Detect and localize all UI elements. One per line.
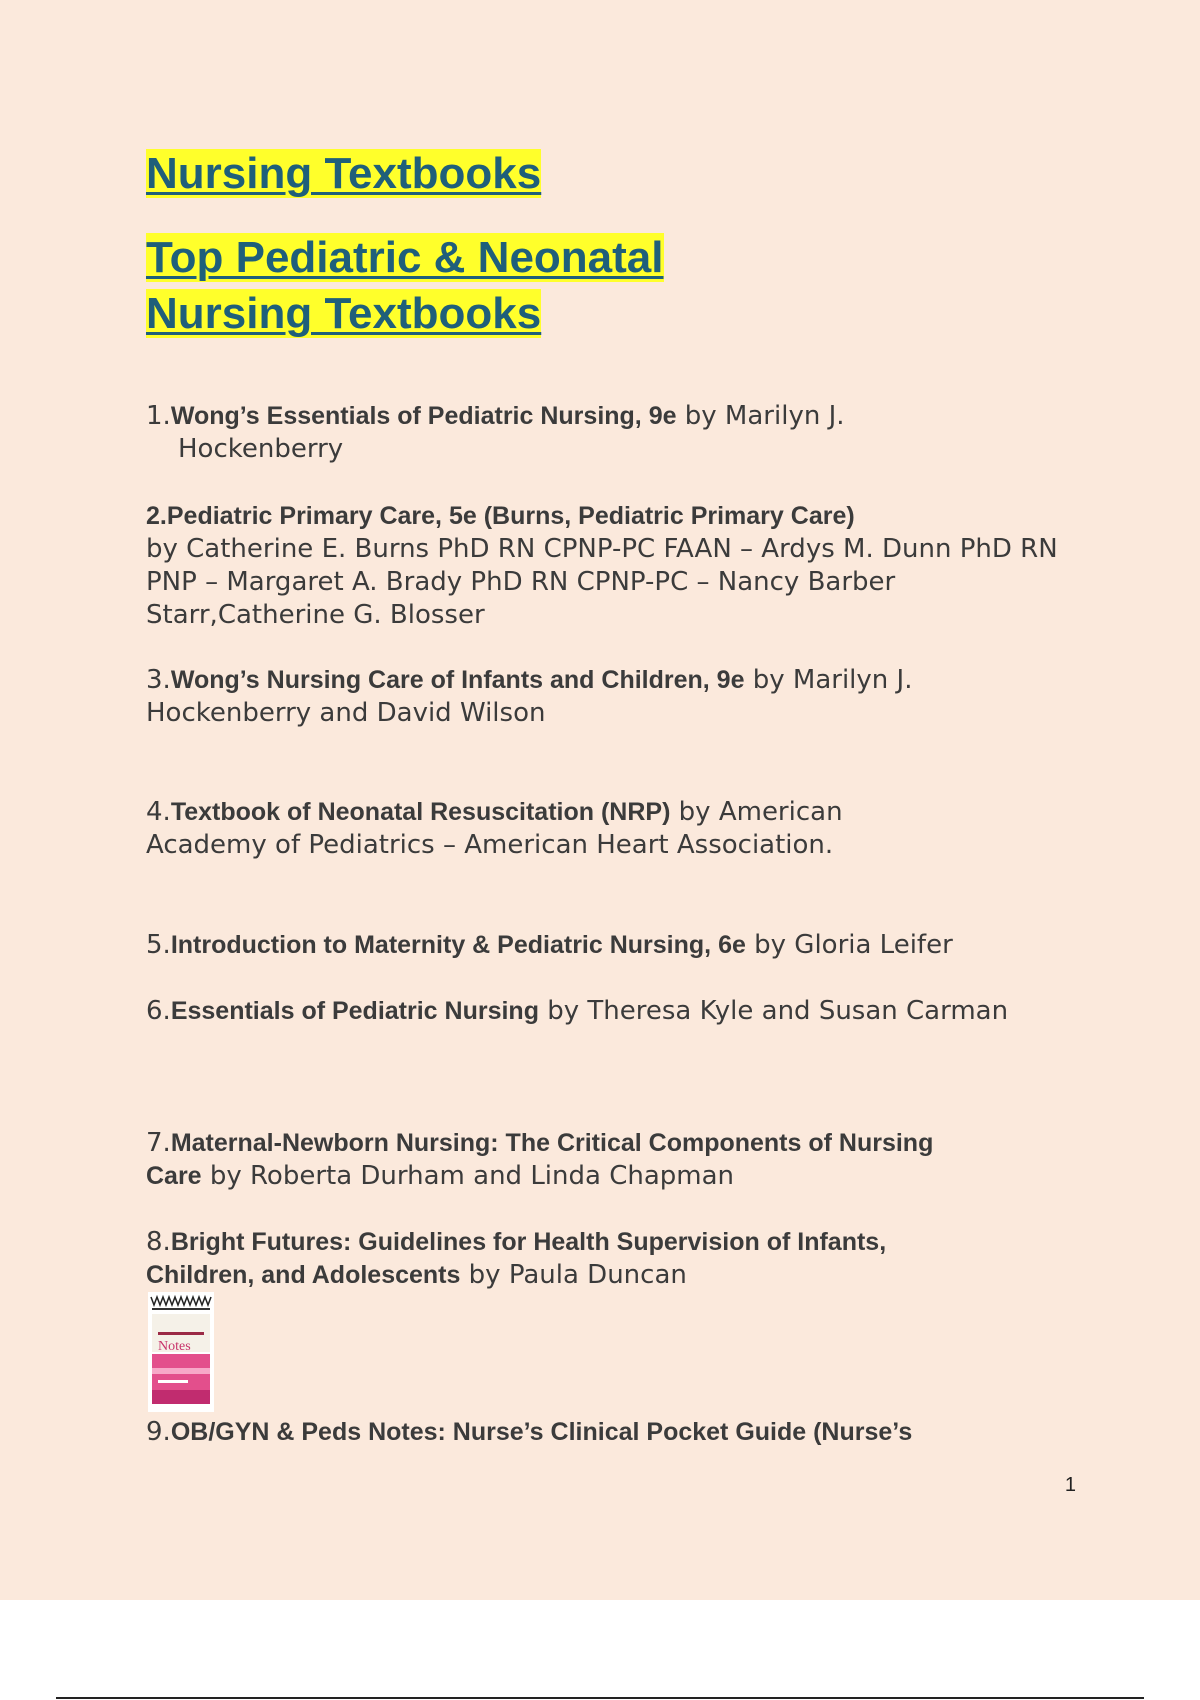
book-authors: by Marilyn J. Hockenberry and David Wilson (146, 665, 913, 728)
item-number: 6. (146, 996, 171, 1026)
item-number: 9. (146, 1417, 171, 1447)
book-authors: by Catherine E. Burns PhD RN CPNP-PC FAAN – Ardys M. Dunn PhD RN PNP – Margaret A. Brady PhD RN CPNP-PC – Nancy Barber Starr,Catherine G. Blosser (146, 534, 1058, 630)
list-item (146, 1226, 966, 1292)
section-title-link-line2[interactable]: Nursing Textbooks (146, 289, 542, 338)
book-title: Bright Futures: Guidelines for Health Supervision of Infants, Children, and Adolescents (146, 1228, 887, 1289)
item-number: 8. (146, 1227, 171, 1257)
book-authors: by American Academy of Pediatrics – American Heart Association. (146, 797, 843, 860)
item-number: 1. (146, 401, 171, 431)
list-item (146, 796, 946, 862)
book-title: Wong’s Essentials of Pediatric Nursing, 9e (170, 402, 677, 430)
list-item (146, 929, 1106, 962)
list-item (146, 1416, 1106, 1449)
book-title: Essentials of Pediatric Nursing (170, 997, 539, 1025)
book-title: OB/GYN & Peds Notes: Nurse’s Clinical Pocket Guide (Nurse’s (170, 1418, 913, 1446)
item-number: 4. (146, 797, 171, 827)
title-link[interactable]: Nursing Textbooks (146, 149, 542, 198)
book-authors: by Roberta Durham and Linda Chapman (201, 1161, 735, 1191)
item-number: 3. (146, 665, 171, 695)
item-number: 2. (146, 502, 167, 530)
book-title: Wong’s Nursing Care of Infants and Children, 9e (170, 666, 745, 694)
item-number: 7. (146, 1128, 171, 1158)
list-item (146, 664, 1006, 730)
book-authors: by Gloria Leifer (745, 930, 953, 960)
book-title: Introduction to Maternity & Pediatric Nursing, 6e (170, 931, 746, 959)
book-title: Textbook of Neonatal Resuscitation (NRP) (170, 798, 671, 826)
item-number: 5. (146, 930, 171, 960)
book-cover-image (148, 1292, 214, 1412)
book-title: Pediatric Primary Care, 5e (Burns, Pediatric Primary Care) (166, 502, 855, 530)
book-authors: by Paula Duncan (460, 1260, 687, 1290)
page-number: 1 (1064, 1474, 1076, 1496)
list-item (146, 1127, 966, 1193)
book-authors: by Marilyn J. Hockenberry (178, 401, 845, 464)
section-title (146, 230, 664, 342)
book-title: Maternal-Newborn Nursing: The Critical Components of Nursing Care (146, 1129, 934, 1190)
section-title-link-line1[interactable]: Top Pediatric & Neonatal (146, 233, 664, 282)
page-divider (56, 1697, 1144, 1699)
page-title (146, 146, 541, 202)
book-authors: by Theresa Kyle and Susan Carman (538, 996, 1009, 1026)
list-item (146, 500, 1086, 632)
list-item (146, 400, 978, 466)
book-cover-title: Notes (158, 1339, 191, 1354)
list-item (146, 995, 1038, 1028)
